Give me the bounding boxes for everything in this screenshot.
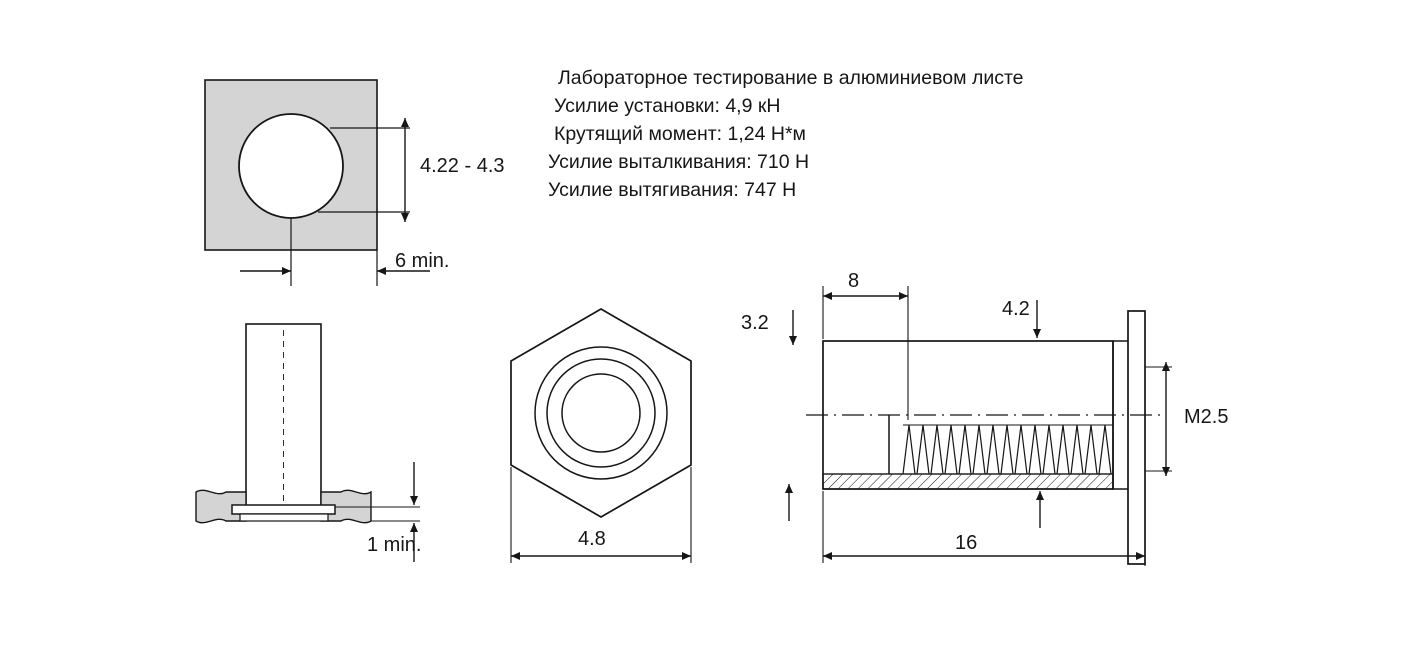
dimension-thread: M2.5: [1184, 406, 1229, 428]
dimension-hex-across-flats: 4.8: [578, 528, 606, 550]
dimension-sheet-thickness: 1 min.: [367, 534, 422, 556]
section-view: [789, 286, 1172, 566]
dimension-head-offset: 8: [848, 270, 860, 292]
test-notes: [548, 64, 1108, 204]
note-line-4: Усилие выталкивания: 710 Н: [548, 151, 810, 173]
dimension-total-length: 16: [955, 532, 978, 554]
note-line-2: Усилие установки: 4,9 кН: [554, 95, 781, 117]
hex-end-view: [511, 309, 691, 563]
side-view-in-sheet: [196, 324, 420, 562]
dimension-head-height: 3.2: [741, 312, 769, 334]
dimension-hole-diameter: 4.22 - 4.3: [420, 155, 505, 177]
note-line-3: Крутящий момент: 1,24 Н*м: [554, 123, 806, 145]
note-line-1: Лабораторное тестирование в алюминиевом листе: [558, 67, 1024, 89]
note-line-5: Усилие вытягивания: 747 Н: [548, 179, 797, 201]
dimension-body-diameter: 4.2: [1002, 298, 1030, 320]
dimension-edge-distance: 6 min.: [395, 250, 450, 272]
